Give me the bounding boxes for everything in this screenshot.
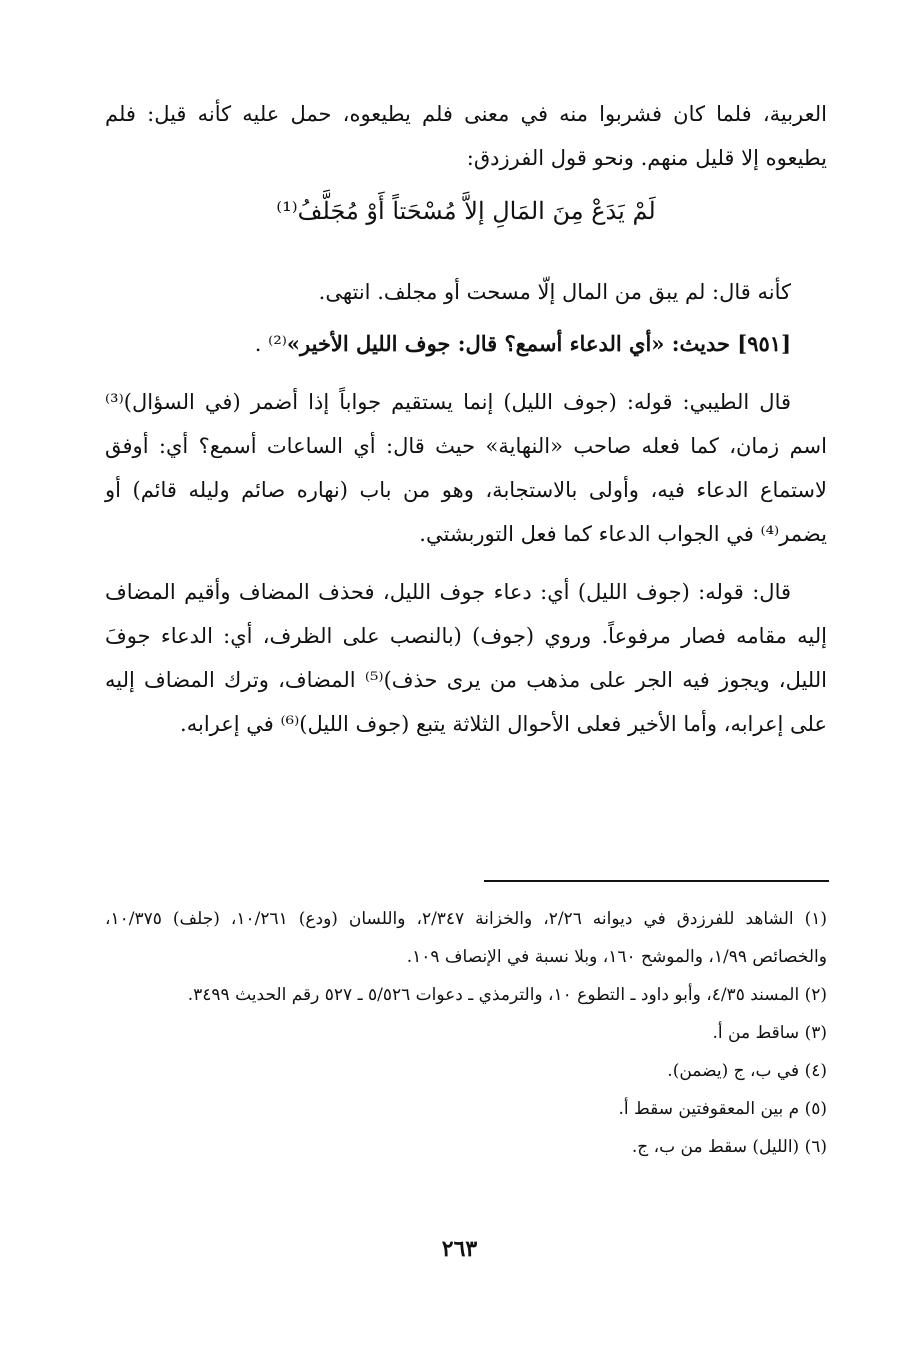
footnote-1: (١) الشاهد للفرزدق في ديوانه ٢/٢٦، والخزانة ٢/٣٤٧، واللسان (ودع) ١٠/٢٦١، (جلف) ١٠/٣٧٥، والخصائص ١/٩٩، والموشح ١٦٠، وبلا نسبة في الإنصاف ١٠٩. <box>105 909 827 967</box>
page-number: ٢٦٣ <box>441 1236 478 1262</box>
hadith-footnote-ref: ⁽²⁾ <box>268 332 287 356</box>
footnote-6: (٦) (الليل) سقط من ب، ج. <box>631 1137 827 1157</box>
hadith-heading <box>105 322 827 366</box>
paragraph-2: كأنه قال: لم يبق من المال إلّا مسحت أو مجلف. انتهى. <box>318 280 791 304</box>
main-text <box>105 92 827 746</box>
footnote-5: (٥) م بين المعقوفتين سقط أ. <box>618 1099 827 1119</box>
footnote-4: (٤) في ب، ج (يضمن). <box>667 1061 827 1081</box>
paragraph-1: العربية، فلما كان فشربوا منه في معنى فلم يطيعوه، حمل عليه كأنه قيل: فلم يطيعوه إلا قليل منهم. ونحو قول الفرزدق: <box>105 102 827 170</box>
footnote-3: (٣) ساقط من أ. <box>712 1023 827 1043</box>
poetry-verse: لَمْ يَدَعْ مِنَ المَالِ إلاَّ مُسْحَتاً أَوْ مُجَلَّفُ⁽¹⁾ <box>276 197 656 225</box>
paragraph-4: قال: قوله: (جوف الليل) أي: دعاء جوف الليل، فحذف المضاف وأقيم المضاف إليه مقامه فصار مرفوعاً. وروي (جوف) (بالنصب على الظرف، أي: الدعاء جوفَ الليل، ويجوز فيه الجر على مذهب من يرى حذف)⁽⁵⁾ المضاف، وترك المضاف إليه على إعرابه، وأما الأخير فعلى الأحوال الثلاثة يتبع (جوف الليل)⁽⁶⁾ في إعرابه. <box>105 580 827 736</box>
paragraph-3: قال الطيبي: قوله: (جوف الليل) إنما يستقيم جواباً إذا أضمر (في السؤال)⁽³⁾ اسم زمان، كما فعله صاحب «النهاية» حيث قال: أي الساعات أسمع؟ أي: أوفق لاستماع الدعاء فيه، وأولى بالاستجابة، وهو من باب (نهاره صائم وليله قائم) أو يضمر⁽⁴⁾ في الجواب الدعاء كما فعل التوربشتي. <box>105 390 827 546</box>
hadith-text: [٩٥١] حديث: «أي الدعاء أسمع؟ قال: جوف الليل الأخير» <box>286 331 791 356</box>
footnote-divider <box>484 880 829 882</box>
footnotes <box>105 900 827 1166</box>
footnote-2: (٢) المسند ٤/٣٥، وأبو داود ـ التطوع ١٠، والترمذي ـ دعوات ٥/٥٢٦ ـ ٥٢٧ رقم الحديث ٣٤٩٩. <box>187 985 827 1005</box>
hadith-end: . <box>254 332 262 356</box>
